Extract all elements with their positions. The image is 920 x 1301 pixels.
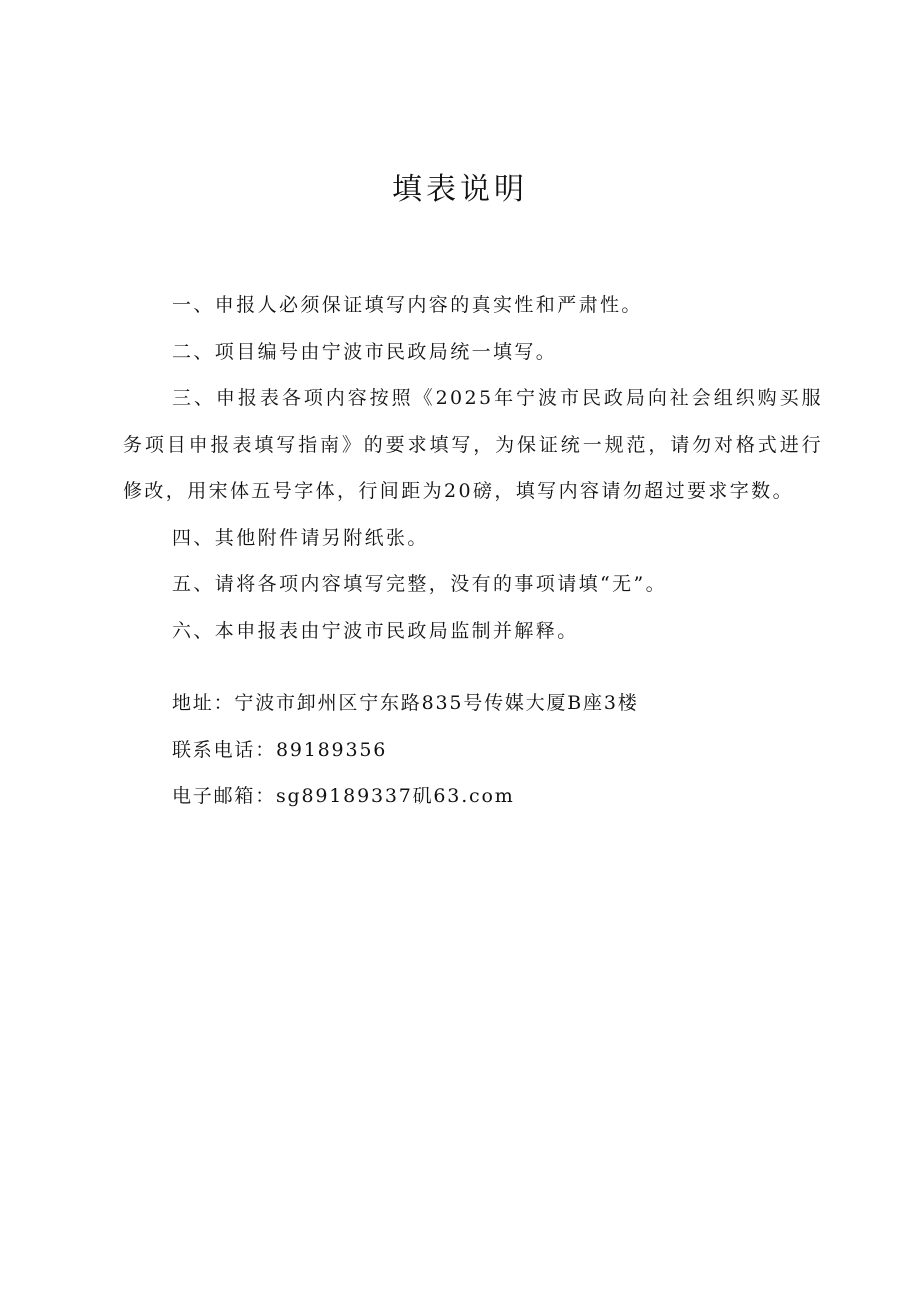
instruction-item-6: 六、本申报表由宁波市民政局监制并解释。 (172, 619, 579, 642)
instruction-item-1: 一、申报人必须保证填写内容的真实性和严肃性。 (172, 294, 643, 316)
instruction-item-5: 五、请将各项内容填写完整，没有的事项请填“无”。 (172, 573, 668, 595)
instruction-item-2: 二、项目编号由宁波市民政局统一填写。 (172, 340, 558, 363)
instruction-list (123, 282, 823, 654)
contact-email: 电子邮箱：sg89189337矶63.com (172, 785, 515, 807)
contact-address: 地址：宁波市卸州区宁东路835号传媒大厦B座3楼 (172, 692, 639, 714)
instruction-item-3: 三、申报表各项内容按照《2025年宁波市民政局向社会组织购买服务项目申报表填写指南》的要求填写，为保证统一规范，请勿对格式进行修改，用宋体五号字体，行间距为20磅，填写内容请勿超过要求字数。 (123, 387, 823, 502)
contact-phone: 联系电话：89189356 (172, 738, 388, 761)
contact-block (172, 680, 812, 820)
instruction-item-4: 四、其他附件请另附纸张。 (172, 526, 429, 549)
page-title: 填表说明 (392, 172, 528, 207)
